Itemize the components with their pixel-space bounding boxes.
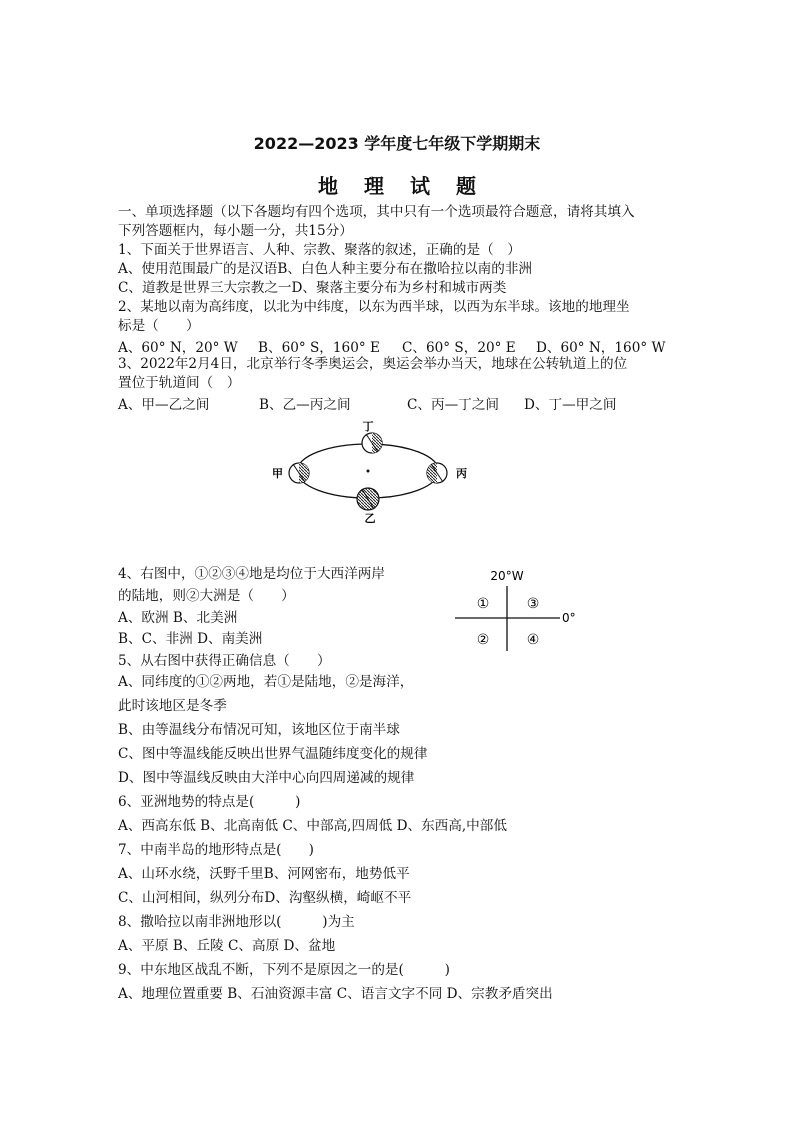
- orbit-label-right: 丙: [456, 467, 467, 480]
- q5-stem: 5、从右图中获得正确信息（ ）: [118, 653, 331, 669]
- q2-option-b: B、60° S，160° E: [258, 340, 380, 356]
- q4-stem-line1: 4、右图中，①②③④地是均位于大西洋两岸: [118, 566, 385, 582]
- orbit-label-top: 丁: [362, 420, 374, 433]
- exam-title-subject: 地理试题: [318, 174, 502, 198]
- q3-option-c: C、丙—丁之间: [407, 397, 499, 413]
- earth-left-globe: [289, 463, 309, 483]
- q6-options: A、西高东低 B、北高南低 C、中部高,四周低 D、东西高,中部低: [118, 818, 507, 834]
- q3-option-b: B、乙—丙之间: [259, 397, 351, 413]
- q2-option-c: C、60° S，20° E: [402, 340, 516, 356]
- quadrant-2-label: ②: [476, 632, 490, 648]
- q4-stem-line2: 的陆地，则②大洲是（ ）: [118, 588, 295, 604]
- q2-option-a: A、60° N，20° W: [118, 340, 238, 356]
- q8-options: A、平原 B、丘陵 C、高原 D、盆地: [118, 938, 336, 954]
- earth-top-globe: [362, 433, 382, 453]
- q9-stem: 9、中东地区战乱不断，下列不是原因之一的是( ): [118, 962, 450, 978]
- q3-option-d: D、丁—甲之间: [524, 397, 617, 413]
- q3-option-a: A、甲—乙之间: [118, 397, 210, 413]
- q7-options-ab: A、山环水绕，沃野千里B、河网密布，地势低平: [118, 866, 410, 882]
- quadrant-4-label: ④: [526, 632, 540, 648]
- q9-options: A、地理位置重要 B、石油资源丰富 C、语言文字不同 D、宗教矛盾突出: [118, 986, 553, 1002]
- orbit-label-left: 甲: [272, 467, 283, 480]
- q5-option-a-line2: 此时该地区是冬季: [118, 698, 227, 714]
- orbit-label-bottom: 乙: [364, 512, 376, 524]
- q3-stem-line2: 置位于轨道间（ ）: [118, 375, 241, 391]
- q1-stem: 1、下面关于世界语言、人种、宗教、聚落的叙述，正确的是（ ）: [118, 242, 521, 258]
- q5-option-b: B、由等温线分布情况可知，该地区位于南半球: [118, 722, 400, 738]
- quadrant-3-label: ③: [526, 596, 540, 612]
- q5-option-a-line1: A、同纬度的①②两地，若①是陆地，②是海洋，: [118, 674, 414, 690]
- q2-stem-line1: 2、某地以南为高纬度，以北为中纬度，以东为西半球，以西为东半球。该地的地理坐: [118, 299, 630, 315]
- exam-title-year: 2022—2023 学年度七年级下学期期末: [253, 134, 541, 153]
- quadrant-1-label: ①: [476, 596, 490, 612]
- q1-options-ab: A、使用范围最广的是汉语B、白色人种主要分布在撒哈拉以南的非洲: [118, 261, 533, 277]
- q2-stem-line2: 标是（ ）: [118, 318, 200, 334]
- q7-stem: 7、中南半岛的地形特点是( ): [118, 842, 314, 858]
- earth-orbit-diagram: [262, 418, 472, 524]
- q6-stem: 6、亚洲地势的特点是( ): [118, 794, 301, 810]
- q7-options-cd: C、山河相间，纵列分布D、沟壑纵横，崎岖不平: [118, 890, 412, 906]
- q2-option-d: D、60° N，160° W: [536, 340, 666, 356]
- atlantic-quadrant-diagram: [452, 566, 584, 656]
- sun-dot: [367, 470, 370, 473]
- earth-right-globe: [427, 463, 447, 483]
- q5-option-c: C、图中等温线能反映出世界气温随纬度变化的规律: [118, 746, 428, 762]
- earth-bottom-globe: [357, 488, 379, 510]
- section-intro-line2: 下列答题框内，每小题一分，共15分）: [118, 223, 353, 239]
- q8-stem: 8、撒哈拉以南非洲地形以( )为主: [118, 914, 355, 930]
- section-intro-line1: 一、单项选择题（以下各题均有四个选项，其中只有一个选项最符合题意，请将其填入: [118, 204, 635, 220]
- meridian-label: 20°W: [490, 569, 524, 583]
- q5-option-d: D、图中等温线反映由大洋中心向四周递减的规律: [118, 770, 415, 786]
- q4-options-ab: A、欧洲 B、北美洲: [118, 610, 238, 626]
- equator-label: 0°: [562, 611, 576, 625]
- q3-stem-line1: 3、2022年2月4日，北京举行冬季奥运会，奥运会举办当天，地球在公转轨道上的位: [118, 356, 628, 372]
- q1-options-cd: C、道教是世界三大宗教之一D、聚落主要分布为乡村和城市两类: [118, 280, 507, 296]
- q4-options-cd: B、C、非洲 D、南美洲: [118, 631, 263, 647]
